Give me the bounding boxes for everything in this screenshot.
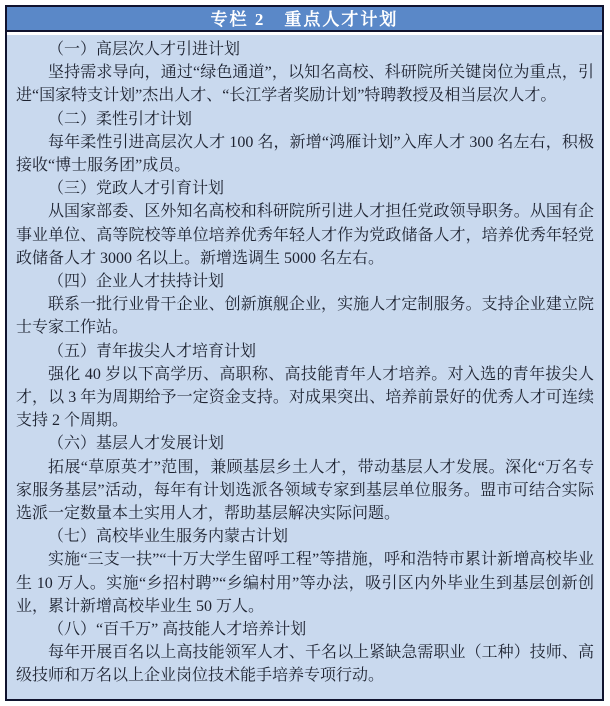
- section-paragraph: 每年柔性引进高层次人才 100 名，新增“鸿雁计划”入库人才 300 名左右，积极接收“博士服务团”成员。: [16, 133, 594, 175]
- section-paragraph: 从国家部委、区外知名高校和科研院所引进人才担任党政领导职务。从国有企事业单位、高等院校等单位培养优秀年轻人才作为党政储备人才，培养优秀年轻党政储备人才 3000 名以上。新增选调生 5000 名左右。: [16, 203, 594, 267]
- section-paragraph: 联系一批行业骨干企业、创新旗舰企业，实施人才定制服务。支持企业建立院士专家工作站。: [16, 296, 594, 337]
- section-paragraph: 每年开展百名以上高技能领军人才、千名以上紧缺急需职业（工种）技师、高级技师和万名以上企业岗位技术能手培养专项行动。: [16, 644, 594, 685]
- section-paragraph: 拓展“草原英才”范围，兼顾基层乡土人才，带动基层人才发展。深化“万名专家服务基层”活动，每年有计划选派各领域专家到基层单位服务。盟市可结合实际选派一定数量本土实用人才，帮助基层解决实际问题。: [16, 458, 594, 523]
- section-list: [7, 35, 602, 699]
- section-heading: （二）柔性引才计划: [48, 110, 193, 128]
- section-paragraph: 实施“三支一扶”“十万大学生留呼工程”等措施，呼和浩特市累计新增高校毕业生 10 万人。实施“乡招村聘”“乡编村用”等办法，吸引区内外毕业生到基层创新创业，累计新增高校毕业生 50 万人。: [16, 551, 594, 615]
- panel-title: 专栏 2 重点人才计划: [7, 7, 602, 32]
- section-heading: （一）高层次人才引进计划: [48, 41, 241, 58]
- section-heading: （八）“百千万” 高技能人才培养计划: [48, 621, 307, 639]
- section-paragraph: 强化 40 岁以下高学历、高职称、高技能青年人才培养。对入选的青年拔尖人才，以 3 年为周期给予一定资金支持。对成果突出、培养前景好的优秀人才可连续支持 2 个周期。: [16, 365, 594, 430]
- section-paragraph: 坚持需求导向，通过“绿色通道”，以知名高校、科研院所关键岗位为重点，引进“国家特支计划”杰出人才、“长江学者奖励计划”特聘教授及相当层次人才。: [16, 64, 594, 105]
- section-heading: （四）企业人才扶持计划: [48, 273, 225, 291]
- section-heading: （五）青年拔尖人才培育计划: [48, 342, 257, 360]
- section-heading: （三）党政人才引育计划: [48, 180, 225, 198]
- section-heading: （七）高校毕业生服务内蒙古计划: [48, 528, 289, 546]
- key-talent-programs-panel: [5, 5, 604, 701]
- section-heading: （六）基层人才发展计划: [48, 435, 225, 453]
